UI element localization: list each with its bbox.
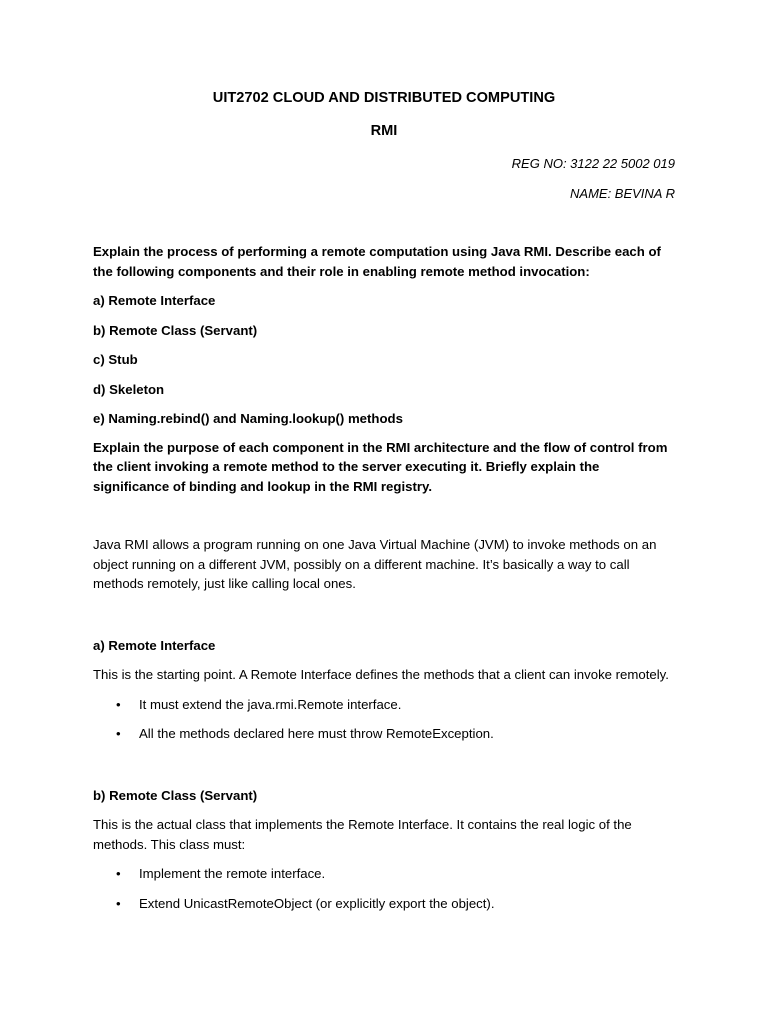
list-item-text: Extend UnicastRemoteObject (or explicitly export the object).	[139, 895, 495, 911]
bullet-list-remote-interface	[93, 695, 675, 744]
list-item-text: Implement the remote interface.	[139, 866, 326, 881]
bullet-glyph: •	[116, 895, 121, 911]
question-intro: Explain the process of performing a remote computation using Java RMI. Describe each of the following components and their role in enabling remote method invocation:	[93, 244, 661, 279]
answer-intro: Java RMI allows a program running on one Java Virtual Machine (JVM) to invoke methods on an object running on a different JVM, possibly on a different machine. It’s basically a way to call methods remotely, just like calling local ones.	[93, 537, 657, 591]
bullet-glyph: •	[116, 726, 121, 741]
list-item	[93, 894, 675, 914]
bullet-glyph: •	[116, 866, 121, 881]
question-purpose: Explain the purpose of each component in the RMI architecture and the flow of control from the client invoking a remote method to the server executing it. Briefly explain the significance of binding and lookup in the RMI registry.	[93, 439, 668, 494]
section-text-remote-interface: This is the starting point. A Remote Interface defines the methods that a client can invoke remotely.	[93, 667, 669, 682]
section-text-remote-class: This is the actual class that implements the Remote Interface. It contains the real logic of the methods. This class must:	[93, 817, 632, 852]
section-heading-remote-interface: a) Remote Interface	[93, 637, 216, 653]
question-item-remote-class: b) Remote Class (Servant)	[93, 322, 258, 338]
list-item	[93, 695, 675, 715]
list-item-text: It must extend the java.rmi.Remote interface.	[139, 696, 402, 712]
list-item-text: All the methods declared here must throw RemoteException.	[139, 726, 494, 741]
question-item-stub: c) Stub	[93, 352, 138, 367]
topic-title: RMI	[370, 123, 398, 139]
question-item-skeleton: d) Skeleton	[93, 381, 165, 397]
section-heading-remote-class: b) Remote Class (Servant)	[93, 787, 258, 803]
student-name: NAME: BEVINA R	[570, 185, 675, 201]
question-item-remote-interface: a) Remote Interface	[93, 293, 216, 308]
document-content	[93, 88, 675, 923]
question-item-naming-methods: e) Naming.rebind() and Naming.lookup() methods	[93, 411, 403, 426]
bullet-list-remote-class	[93, 864, 675, 913]
bullet-glyph: •	[116, 696, 121, 712]
course-title: UIT2702 CLOUD AND DISTRIBUTED COMPUTING	[212, 90, 556, 106]
reg-number: REG NO: 3122 22 5002 019	[511, 156, 675, 171]
list-item	[93, 724, 675, 744]
list-item	[93, 864, 675, 884]
